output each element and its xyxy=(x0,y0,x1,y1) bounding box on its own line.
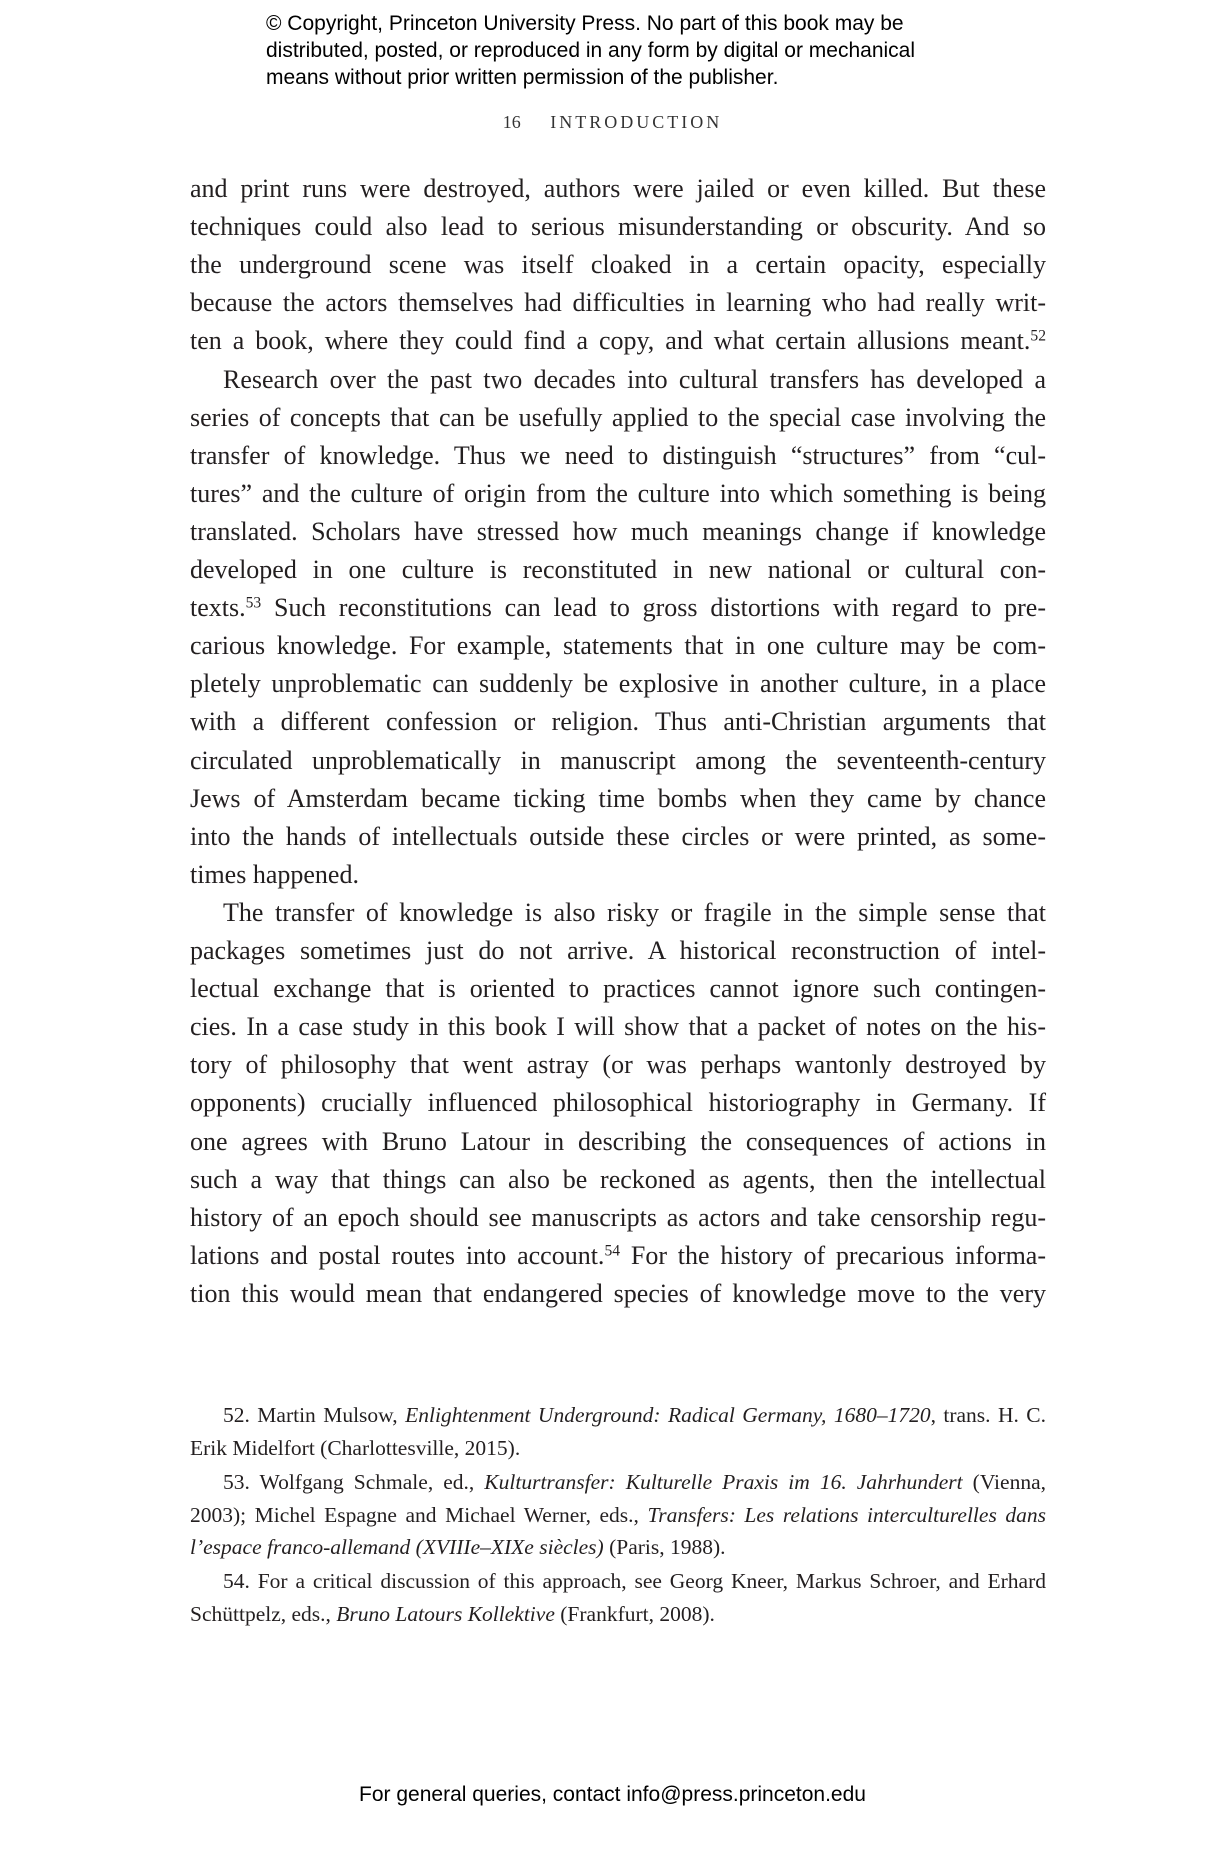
line-text: circulated unproblematically in manuscript among the seventeenth-century xyxy=(190,745,1046,775)
body-line xyxy=(190,1047,1046,1083)
footnote-text: 2003); Michel Espagne and Michael Werner, eds., xyxy=(190,1503,648,1527)
line-text: tory of philosophy that went astray (or was perhaps wantonly destroyed by xyxy=(190,1050,1046,1080)
copyright-line: distributed, posted, or reproduced in any form by digital or mechanical xyxy=(266,39,916,62)
footnote-text: 53. Wolfgang Schmale, ed., xyxy=(223,1470,485,1494)
body-line xyxy=(190,971,1046,1007)
body-line xyxy=(190,590,1046,626)
line-text: pletely unproblematic can suddenly be explosive in another culture, in a place xyxy=(190,669,1046,699)
footnote-reference: 52 xyxy=(1030,327,1046,345)
line-text: translated. Scholars have stressed how much meanings change if knowledge xyxy=(190,516,1046,546)
body-line xyxy=(190,819,1046,855)
body-line xyxy=(190,1238,1046,1274)
body-line xyxy=(190,895,1046,931)
footnote-line xyxy=(190,1599,1046,1629)
body-line xyxy=(190,933,1046,969)
footnote-reference: 54 xyxy=(604,1242,621,1260)
body-line xyxy=(190,704,1046,740)
footnote-line xyxy=(190,1400,1046,1430)
copyright-line: © Copyright, Princeton University Press. No part of this book may be xyxy=(266,12,904,35)
line-text: transfer of knowledge. Thus we need to distinguish “structures” from “cul- xyxy=(190,440,1046,470)
footnote-text: (Paris, 1988). xyxy=(603,1535,726,1559)
body-line xyxy=(190,1009,1046,1045)
footnote-title: Kulturtransfer: Kulturelle Praxis im 16. Jahrhundert xyxy=(484,1470,963,1494)
line-text: Jews of Amsterdam became ticking time bombs when they came by chance xyxy=(190,783,1046,813)
footnote-title: l’espace franco-allemand (XVIIIe–XIXe siècles) xyxy=(190,1535,604,1559)
body-line xyxy=(190,628,1046,664)
body-line xyxy=(190,438,1046,474)
line-text: developed in one culture is reconstituted in new national or cultural con- xyxy=(190,555,1046,584)
line-text: series of concepts that can be usefully applied to the special case involving the xyxy=(190,402,1046,432)
body-line xyxy=(190,781,1046,817)
line-text: because the actors themselves had difficulties in learning who had really writ- xyxy=(190,288,1046,318)
footnote-text: Schüttpelz, eds., xyxy=(190,1602,337,1626)
footnote-title: Transfers: Les relations interculturelles dans xyxy=(647,1503,1046,1527)
body-line xyxy=(190,362,1046,398)
line-text: lations and postal routes into account. xyxy=(190,1240,605,1270)
footnote-line xyxy=(190,1566,1046,1596)
line-text: packages sometimes just do not arrive. A historical reconstruction of intel- xyxy=(190,936,1046,965)
body-line xyxy=(190,1085,1046,1121)
footnote-title: Bruno Latours Kollektive xyxy=(336,1602,555,1626)
line-text: For the history of precarious informa- xyxy=(620,1240,1046,1270)
body-line xyxy=(190,209,1046,245)
footnote-text: Erik Midelfort (Charlottesville, 2015). xyxy=(190,1436,521,1460)
line-text: history of an epoch should see manuscripts as actors and take censorship regu- xyxy=(190,1202,1046,1232)
footnote-text: (Vienna, xyxy=(962,1470,1046,1494)
line-text: Such reconstitutions can lead to gross distortions with regard to pre- xyxy=(261,593,1046,623)
body-line xyxy=(190,1276,1046,1312)
line-text: into the hands of intellectuals outside these circles or were printed, as some- xyxy=(190,821,1046,851)
body-line xyxy=(190,666,1046,702)
line-text: carious knowledge. For example, statements that in one culture may be com- xyxy=(190,631,1046,661)
line-text: ten a book, where they could find a copy, and what certain allusions meant. xyxy=(190,326,1031,356)
body-line xyxy=(190,1162,1046,1198)
copyright-notice xyxy=(266,10,915,91)
line-text: the underground scene was itself cloaked in a certain opacity, especially xyxy=(190,250,1046,280)
running-head xyxy=(0,112,1225,133)
body-line xyxy=(190,1124,1046,1160)
body-line xyxy=(190,400,1046,436)
line-text: opponents) crucially influenced philosophical historiography in Germany. If xyxy=(190,1088,1046,1118)
line-text: and print runs were destroyed, authors were jailed or even killed. But these xyxy=(190,174,1046,203)
line-text: such a way that things can also be reckoned as agents, then the intellectual xyxy=(190,1164,1046,1194)
footnote-text: 54. For a critical discussion of this approach, see Georg Kneer, Markus Schroer, and Erhard xyxy=(223,1569,1046,1593)
footnote-title: Enlightenment Underground: Radical Germany, 1680–1720 xyxy=(405,1403,931,1427)
body-line xyxy=(190,285,1046,321)
footer-contact: For general queries, contact info@press.princeton.edu xyxy=(359,1783,866,1806)
line-text: tion this would mean that endangered species of knowledge move to the very xyxy=(190,1278,1046,1308)
footnote-line xyxy=(190,1433,1046,1463)
line-text: techniques could also lead to serious misunderstanding or obscurity. And so xyxy=(190,212,1046,242)
line-text: Research over the past two decades into cultural transfers has developed a xyxy=(223,364,1046,394)
line-text: texts. xyxy=(190,593,246,623)
footnote-line xyxy=(190,1500,1046,1530)
line-text: The transfer of knowledge is also risky or fragile in the simple sense that xyxy=(223,897,1046,927)
line-text: lectual exchange that is oriented to practices cannot ignore such contingen- xyxy=(190,974,1046,1004)
footnote-text: 52. Martin Mulsow, xyxy=(223,1403,406,1427)
line-text: one agrees with Bruno Latour in describing the consequences of actions in xyxy=(190,1126,1046,1156)
body-line xyxy=(190,247,1046,283)
copyright-line: means without prior written permission of the publisher. xyxy=(266,66,779,89)
page-number: 16 xyxy=(502,112,521,132)
body-line xyxy=(190,476,1046,512)
body-line xyxy=(190,323,1046,359)
line-text: with a different confession or religion. Thus anti-Christian arguments that xyxy=(190,707,1046,737)
footnote-line xyxy=(190,1467,1046,1497)
body-line xyxy=(190,171,1046,207)
footnote-text: (Frankfurt, 2008). xyxy=(554,1602,715,1626)
body-line xyxy=(190,552,1046,588)
body-line xyxy=(190,857,1046,893)
footnote-text: , trans. H. C. xyxy=(930,1403,1046,1427)
line-text: cies. In a case study in this book I will show that a packet of notes on the his- xyxy=(190,1012,1046,1042)
body-line xyxy=(190,1200,1046,1236)
footnote-line xyxy=(190,1532,1046,1562)
body-line xyxy=(190,514,1046,550)
footnote-reference: 53 xyxy=(245,594,262,612)
line-text: times happened. xyxy=(190,859,359,889)
body-line xyxy=(190,743,1046,779)
chapter-title: INTRODUCTION xyxy=(550,112,723,132)
line-text: tures” and the culture of origin from the culture into which something is being xyxy=(190,478,1046,508)
